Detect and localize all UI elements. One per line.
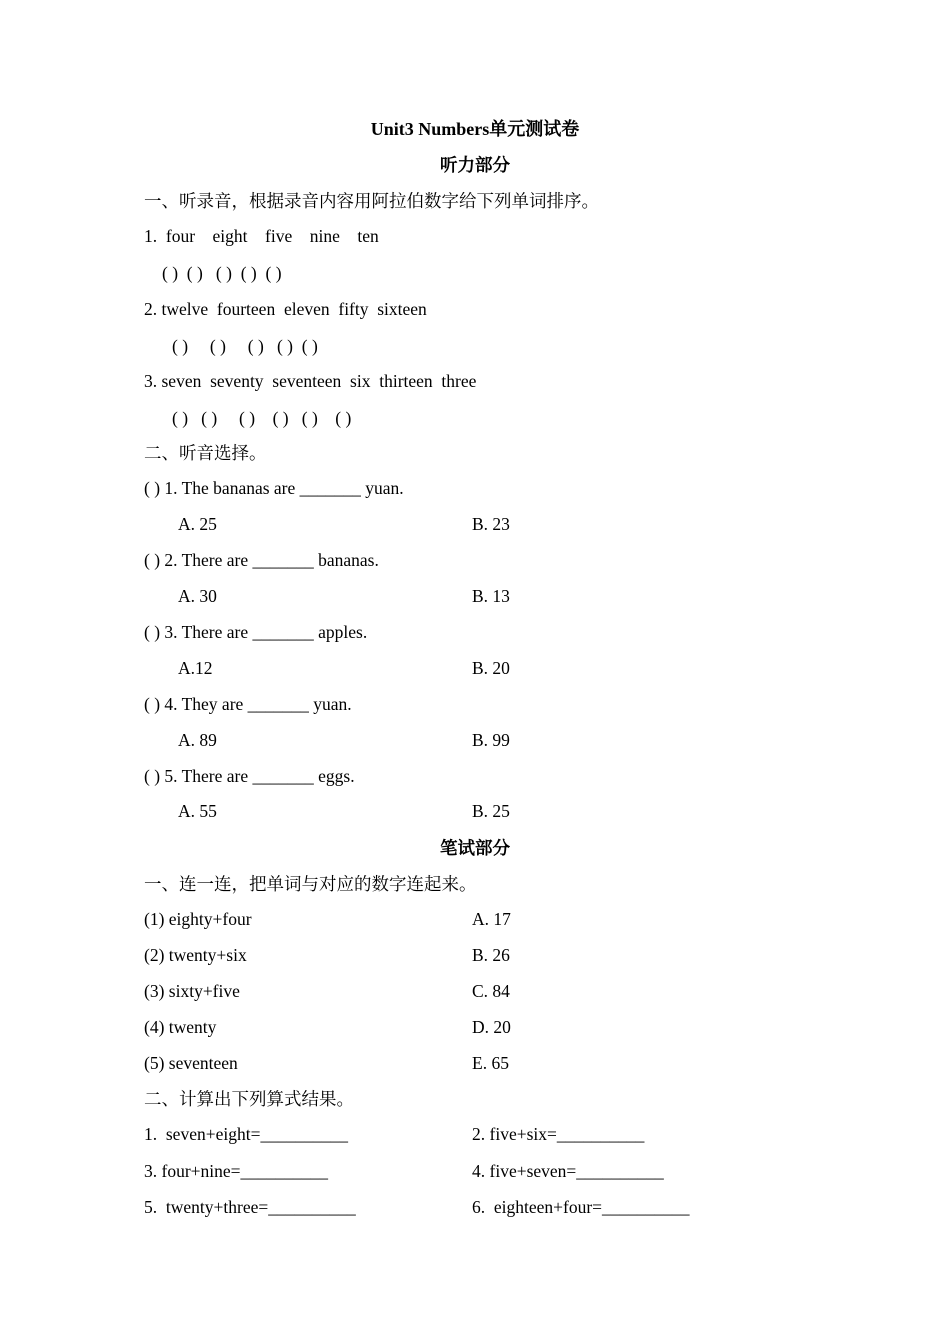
choice-question-5: ( ) 5. There are _______ eggs. [144, 766, 355, 786]
listening-part1-instruction: 一、听录音，根据录音内容用阿拉伯数字给下列单词排序。 [144, 191, 599, 211]
listening-part2-instruction: 二、听音选择。 [144, 443, 267, 463]
calc-left-2: 3. four+nine=__________ [144, 1161, 329, 1181]
choice-question-1: ( ) 1. The bananas are _______ yuan. [144, 478, 404, 498]
choice-question-2: ( ) 2. There are _______ bananas. [144, 550, 379, 570]
match-left-3: (3) sixty+five [144, 981, 240, 1001]
q3-words: 3. seven seventy seventeen six thirteen three [144, 371, 477, 391]
match-right-4: D. 20 [472, 1017, 511, 1037]
calc-left-3: 5. twenty+three=__________ [144, 1197, 356, 1217]
writing-part2-instruction: 二、计算出下列算式结果。 [144, 1089, 354, 1109]
match-right-2: B. 26 [472, 945, 510, 965]
match-right-3: C. 84 [472, 981, 510, 1001]
listening-heading: 听力部分 [440, 155, 510, 175]
match-left-2: (2) twenty+six [144, 945, 247, 965]
choice-option-4a: A. 89 [178, 730, 217, 750]
q1-brackets: ( ) ( ) ( ) ( ) ( ) [162, 263, 282, 283]
choice-option-3a: A.12 [178, 658, 213, 678]
document-title: Unit3 Numbers单元测试卷 [370, 119, 580, 139]
choice-option-5a: A. 55 [178, 801, 217, 821]
choice-option-1a: A. 25 [178, 514, 217, 534]
calc-right-1: 2. five+six=__________ [472, 1124, 645, 1144]
match-left-1: (1) eighty+four [144, 909, 252, 929]
calc-right-2: 4. five+seven=__________ [472, 1161, 664, 1181]
match-right-5: E. 65 [472, 1053, 509, 1073]
choice-option-1b: B. 23 [472, 514, 510, 534]
calc-right-3: 6. eighteen+four=__________ [472, 1197, 690, 1217]
q2-brackets: ( ) ( ) ( ) ( ) ( ) [172, 336, 318, 356]
q2-words: 2. twelve fourteen eleven fifty sixteen [144, 299, 427, 319]
calc-left-1: 1. seven+eight=__________ [144, 1124, 348, 1144]
match-right-1: A. 17 [472, 909, 511, 929]
choice-question-4: ( ) 4. They are _______ yuan. [144, 694, 352, 714]
choice-option-3b: B. 20 [472, 658, 510, 678]
choice-question-3: ( ) 3. There are _______ apples. [144, 622, 368, 642]
writing-part1-instruction: 一、连一连，把单词与对应的数字连起来。 [144, 874, 477, 894]
match-left-4: (4) twenty [144, 1017, 217, 1037]
q3-brackets: ( ) ( ) ( ) ( ) ( ) ( ) [172, 408, 352, 428]
writing-heading: 笔试部分 [440, 838, 510, 858]
choice-option-2b: B. 13 [472, 586, 510, 606]
choice-option-2a: A. 30 [178, 586, 217, 606]
choice-option-4b: B. 99 [472, 730, 510, 750]
choice-option-5b: B. 25 [472, 801, 510, 821]
match-left-5: (5) seventeen [144, 1053, 238, 1073]
q1-words: 1. four eight five nine ten [144, 226, 379, 246]
